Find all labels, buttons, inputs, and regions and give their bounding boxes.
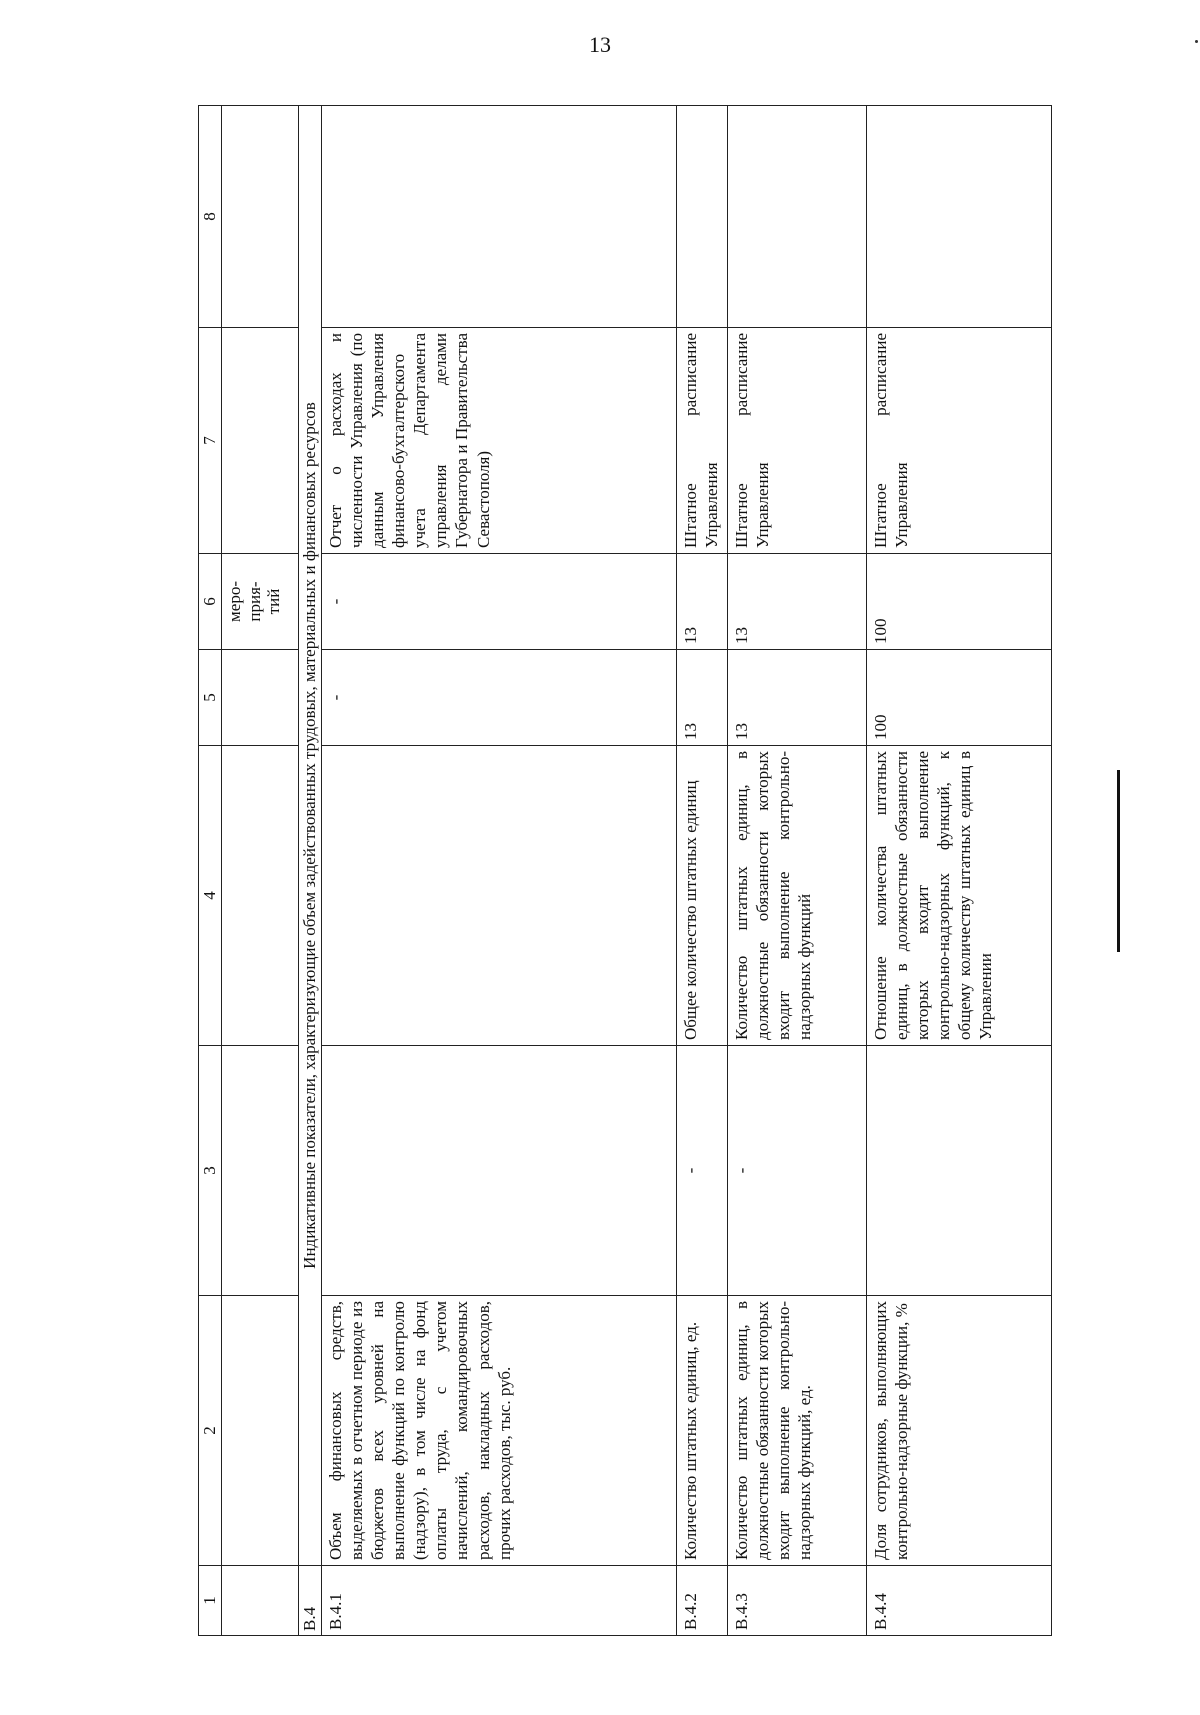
section-title: Индикативные показатели, характеризующие объем задействованных трудовых, материальных и финансовых ресурсов [299, 106, 322, 1566]
cell-col8 [677, 106, 728, 328]
table-row [677, 106, 728, 1636]
cell-col5: - [322, 650, 677, 746]
indicator-name: Количество штатных единиц, ед. [677, 1296, 728, 1566]
page-number: 13 [589, 32, 611, 57]
cell-col4 [322, 746, 677, 1046]
col-num-7: 7 [199, 328, 222, 554]
ink-dot [1195, 40, 1198, 43]
section-code: В.4 [299, 1566, 322, 1636]
cell-col8 [867, 106, 1052, 328]
col-num-1: 1 [199, 1566, 222, 1636]
cell-col8 [728, 106, 867, 328]
cell-col3 [867, 1046, 1052, 1296]
row-code: В.4.1 [322, 1566, 677, 1636]
col-num-3: 3 [199, 1046, 222, 1296]
cell-col4: Отношение количества штатных единиц, в должностные обязанности которых входит выполнение контрольно-надзорных функций, к общему количеству штатных единиц в Управлении [867, 746, 1052, 1046]
table-row [867, 106, 1052, 1636]
cell-col4: Количество штатных единиц, в должностные обязанности которых входит выполнение контрольно-надзорных функций [728, 746, 867, 1046]
row-code: В.4.3 [728, 1566, 867, 1636]
column-number-row [199, 106, 222, 1636]
col-num-5: 5 [199, 650, 222, 746]
cell-col6: 100 [867, 554, 1052, 650]
col-num-8: 8 [199, 106, 222, 328]
cell-col7: Штатное расписание Управления [728, 328, 867, 554]
cell-col5: 13 [677, 650, 728, 746]
unit-row [222, 106, 299, 1636]
cell-col3 [322, 1046, 677, 1296]
col-num-2: 2 [199, 1296, 222, 1566]
cell-col3: - [677, 1046, 728, 1296]
cell-col6: 13 [677, 554, 728, 650]
unit-cell-col6: меро- прия- тий [222, 554, 299, 650]
cell-col6: 13 [728, 554, 867, 650]
cell-col8 [322, 106, 677, 328]
cell-col7: Штатное расписание Управления [677, 328, 728, 554]
row-code: В.4.2 [677, 1566, 728, 1636]
cell-col6: - [322, 554, 677, 650]
cell-col5: 13 [728, 650, 867, 746]
rotated-table-container [198, 106, 1068, 1636]
section-row [299, 106, 322, 1636]
cell-col3: - [728, 1046, 867, 1296]
indicator-name: Количество штатных единиц, в должностные обязанности которых входит выполнение контрольно-надзорных функций, ед. [728, 1296, 867, 1566]
cell-col4: Общее количество штатных единиц [677, 746, 728, 1046]
cell-col7: Отчет о расходах и численности Управления (по данным Управления финансово-бухгалтерского учета Департамента управления делами Губернатора и Правительства Севастополя) [322, 328, 677, 554]
indicator-name: Доля сотрудников, выполняющих контрольно-надзорные функции, % [867, 1296, 1052, 1566]
cell-col7: Штатное расписание Управления [867, 328, 1052, 554]
indicators-table [198, 105, 1052, 1636]
table-row [322, 106, 677, 1636]
cell-col5: 100 [867, 650, 1052, 746]
indicator-name: Объем финансовых средств, выделяемых в отчетном периоде из бюджетов всех уровней на выполнение функций по контролю (надзору), в том числе на фонд оплаты труда, с учетом начислений, командировочных расходов, накладных расходов, прочих расходов, тыс. руб. [322, 1296, 677, 1566]
row-code: В.4.4 [867, 1566, 1052, 1636]
col-num-6: 6 [199, 554, 222, 650]
col-num-4: 4 [199, 746, 222, 1046]
table-row [728, 106, 867, 1636]
margin-line [1117, 770, 1120, 952]
